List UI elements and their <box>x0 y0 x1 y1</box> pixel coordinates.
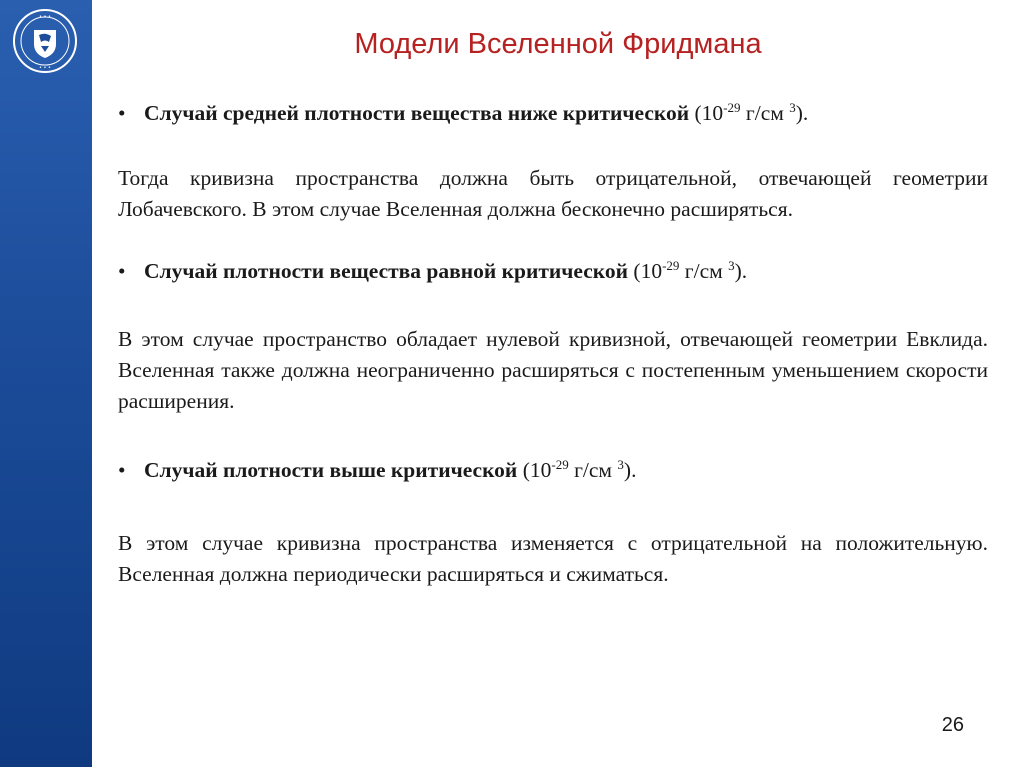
density-value: (10 <box>628 259 663 283</box>
density-value: (10 <box>517 458 552 482</box>
slide-content <box>118 98 988 590</box>
bullet-suffix: ). <box>734 259 748 283</box>
density-unit: г/см <box>568 458 618 482</box>
sidebar <box>0 0 92 767</box>
bullet-suffix: ). <box>795 101 809 125</box>
paragraph: Тогда кривизна пространства должна быть отрицательной, отвечающей геометрии Лобачевского. В этом случае Вселенная должна бесконечно расширяться. <box>118 166 988 221</box>
university-emblem-icon <box>12 8 78 74</box>
bullet-dot: • <box>118 259 126 283</box>
bullet-bold-text: Случай плотности вещества равной критической <box>144 259 629 283</box>
density-unit: г/см <box>679 259 729 283</box>
paragraph: В этом случае пространство обладает нулевой кривизной, отвечающей геометрии Евклида. Вселенная также должна неограниченно расширяться с постепенным уменьшением скорости расширения. <box>118 327 988 413</box>
bullet-dot: • <box>118 458 126 482</box>
bullet-dot: • <box>118 101 126 125</box>
bullet-bold-text: Случай средней плотности вещества ниже критической <box>144 101 690 125</box>
unit-exponent: 3 <box>789 99 796 115</box>
page-number: 26 <box>941 714 964 736</box>
density-unit: г/см <box>740 101 790 125</box>
paragraph: В этом случае кривизна пространства изменяется с отрицательной на положительную. Вселенная должна периодически расширяться и сжиматься. <box>118 531 988 586</box>
bullet-item <box>118 98 988 129</box>
density-exponent: -29 <box>662 257 680 273</box>
svg-text:• • •: • • • <box>38 14 52 20</box>
bullet-item <box>118 256 988 287</box>
slide-title: Модели Вселенной Фридмана <box>354 28 762 60</box>
svg-text:• • •: • • • <box>38 65 52 71</box>
bullet-suffix: ). <box>623 458 637 482</box>
density-exponent: -29 <box>723 99 741 115</box>
bullet-item <box>118 455 988 486</box>
density-value: (10 <box>689 101 724 125</box>
unit-exponent: 3 <box>728 257 735 273</box>
unit-exponent: 3 <box>617 456 624 472</box>
bullet-bold-text: Случай плотности выше критической <box>144 458 518 482</box>
density-exponent: -29 <box>551 456 569 472</box>
